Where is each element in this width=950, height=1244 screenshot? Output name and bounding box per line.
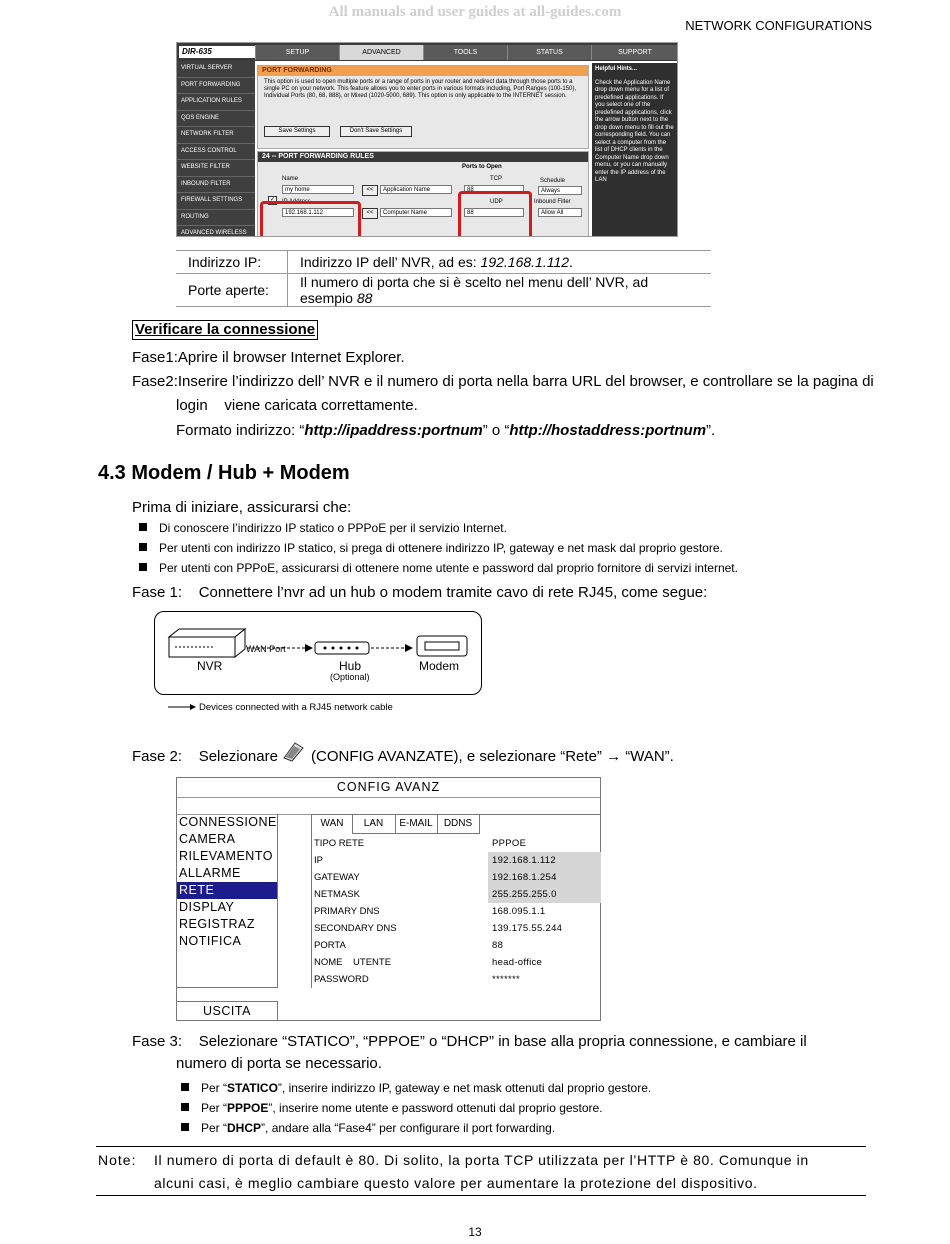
field-value[interactable]: 168.095.1.1: [492, 906, 546, 917]
name-input[interactable]: my home: [282, 185, 354, 194]
step-1: Fase 1: Connettere l’nvr ad un hub o modem tramite cavo di rete RJ45, come segue:: [132, 584, 708, 601]
config-row-password: PASSWORD *******: [312, 971, 601, 988]
config-menu: [177, 814, 278, 988]
bullet-icon: [181, 1123, 189, 1131]
udp-input[interactable]: 88: [464, 208, 524, 217]
menu-item-connessione[interactable]: CONNESSIONE: [179, 815, 277, 829]
list-item: Per “PPPOE”, inserire nome utente e password ottenuti dal proprio gestore.: [181, 1101, 603, 1115]
page-header: NETWORK CONFIGURATIONS: [685, 18, 872, 33]
tab-email[interactable]: E-MAIL: [395, 815, 438, 834]
schedule-select[interactable]: Always: [538, 186, 582, 195]
tab-ddns[interactable]: DDNS: [437, 815, 480, 834]
config-bar: [177, 797, 600, 815]
menu-item-registraz[interactable]: REGISTRAZ: [179, 917, 256, 931]
list-item: Per utenti con PPPoE, assicurarsi di ottenere nome utente e password dal proprio fornitore di servizi internet.: [139, 561, 738, 575]
menu-item-allarme[interactable]: ALLARME: [179, 866, 241, 880]
field-value[interactable]: 139.175.55.244: [492, 923, 563, 934]
step-2-label: Fase 2: Selezionare: [132, 748, 278, 765]
step-fase2-cont: login viene caricata correttamente.: [176, 397, 418, 414]
tab-wan[interactable]: WAN: [312, 815, 353, 833]
verify-heading: Verificare la connessione: [132, 320, 318, 340]
application-name-select[interactable]: Application Name: [380, 185, 452, 194]
note-label: Note:: [98, 1152, 137, 1168]
config-row-netmask: NETMASK 255.255.255.0: [312, 886, 601, 903]
ip-label: IP Address: [282, 199, 311, 205]
inbound-select[interactable]: Allow All: [538, 208, 582, 217]
table-row: [176, 251, 711, 274]
dont-save-button[interactable]: Don't Save Settings: [340, 126, 412, 137]
router-side-item[interactable]: ROUTING: [177, 210, 255, 227]
field-value[interactable]: 255.255.255.0: [488, 886, 601, 903]
diagram-graphics: [155, 612, 481, 694]
nvr-device-icon: [169, 629, 245, 657]
router-sidebar: [177, 61, 255, 236]
router-tab-tools[interactable]: TOOLS: [423, 45, 507, 60]
config-row-secondary-dns: SECONDARY DNS 139.175.55.244: [312, 920, 601, 937]
config-row-primary-dns: PRIMARY DNS 168.095.1.1: [312, 903, 601, 920]
field-value[interactable]: 192.168.1.254: [488, 869, 601, 886]
tcp-label: TCP: [490, 176, 502, 182]
diagram-legend: Devices connected with a RJ45 network cable: [199, 702, 393, 713]
tab-lan[interactable]: LAN: [352, 815, 396, 834]
address-format: Formato indirizzo: “http://ipaddress:portnum” o “http://hostaddress:portnum”.: [176, 422, 716, 439]
router-logo: DIR-635: [179, 46, 256, 58]
router-tab-support[interactable]: SUPPORT: [591, 45, 678, 60]
router-tab-status[interactable]: STATUS: [507, 45, 591, 60]
highlight-box-ports: [458, 191, 532, 237]
list-item: Per “STATICO”, inserire indirizzo IP, gateway e net mask ottenuti dal proprio gestore.: [181, 1081, 651, 1095]
fill-computer-button[interactable]: <<: [362, 208, 378, 219]
exit-button[interactable]: USCITA: [177, 1001, 278, 1020]
router-tab-setup[interactable]: SETUP: [255, 45, 339, 60]
router-side-item[interactable]: ADVANCED WIRELESS: [177, 226, 255, 237]
config-row-tipo-rete: TIPO RETE PPPOE: [312, 835, 601, 852]
menu-item-rilevamento[interactable]: RILEVAMENTO: [179, 849, 273, 863]
intro-text: Prima di iniziare, assicurarsi che:: [132, 499, 352, 516]
field-value[interactable]: *******: [492, 974, 520, 985]
bullet-icon: [181, 1083, 189, 1091]
info-table: [176, 250, 711, 307]
table-cell-label: Indirizzo IP:: [176, 251, 288, 274]
modem-label: Modem: [419, 659, 460, 673]
router-tab-advanced[interactable]: ADVANCED: [339, 45, 423, 60]
step-3: Fase 3: Selezionare “STATICO”, “PPPOE” o “DHCP” in base alla propria connessione, e cambiare il: [132, 1033, 807, 1050]
nvr-label: NVR: [197, 659, 223, 673]
computer-name-select[interactable]: Computer Name: [380, 208, 452, 217]
field-value[interactable]: 88: [492, 940, 504, 951]
ports-open-label: Ports to Open: [462, 164, 502, 170]
save-settings-button[interactable]: Save Settings: [264, 126, 330, 137]
router-section-title: PORT FORWARDING: [258, 66, 588, 76]
bullet-icon: [139, 523, 147, 531]
inbound-label: Inbound Filter: [534, 199, 571, 205]
watermark: All manuals and user guides at all-guides.com: [328, 4, 622, 20]
router-side-item[interactable]: APPLICATION RULES: [177, 94, 255, 111]
router-side-item[interactable]: WEBSITE FILTER: [177, 160, 255, 177]
config-rows: [312, 835, 601, 988]
page-number: 13: [468, 1225, 482, 1239]
config-panel: [176, 777, 601, 1021]
router-description: This option is used to open multiple ports or a range of ports in your router and redirect data through those ports to a single PC on your network. This feature allows you to enter ports in various formats including, Port Ranges (100-150), Individual Ports (80, 68, 888), or Mixed (1020-5000, 689). This option is only applicable to the INTERNET session.: [264, 79, 577, 99]
udp-label: UDP: [490, 199, 503, 205]
router-side-item[interactable]: ACCESS CONTROL: [177, 144, 255, 161]
field-value[interactable]: PPPOE: [492, 838, 527, 849]
table-cell-label: Porte aperte:: [176, 274, 288, 307]
menu-item-rete[interactable]: RETE: [177, 882, 277, 899]
wan-port-label: WAN Port: [246, 644, 286, 654]
note-text-1: Il numero di porta di default è 80. Di solito, la porta TCP utilizzata per l’HTTP è 80. Comunque in: [154, 1152, 809, 1168]
config-title: CONFIG AVANZ: [177, 778, 600, 798]
rule-checkbox[interactable]: ✓: [269, 197, 276, 203]
legend-arrow-icon: [168, 702, 196, 712]
router-side-item[interactable]: FIREWALL SETTINGS: [177, 193, 255, 210]
bullet-icon: [139, 543, 147, 551]
router-side-item[interactable]: QOS ENGINE: [177, 111, 255, 128]
note-top-rule: [96, 1146, 866, 1147]
menu-item-camera[interactable]: CAMERA: [179, 832, 236, 846]
tcp-input[interactable]: 88: [464, 185, 524, 194]
router-screenshot: [176, 42, 678, 237]
step-2-text: (CONFIG AVANZATE), e selezionare “Rete” → “WAN”.: [311, 748, 674, 765]
menu-item-notifica[interactable]: NOTIFICA: [179, 934, 242, 948]
network-diagram: [154, 611, 482, 695]
bullet-icon: [139, 563, 147, 571]
section-title: 4.3 Modem / Hub + Modem: [98, 462, 350, 484]
list-item: Per utenti con indirizzo IP statico, si prega di ottenere indirizzo IP, gateway e net mask dal proprio gestore.: [139, 541, 723, 555]
config-row-nome-utente: NOME UTENTE head-office: [312, 954, 601, 971]
highlight-box-name-ip: [260, 201, 361, 237]
list-item: Di conoscere l’indirizzo IP statico o PPPoE per il servizio Internet.: [139, 521, 507, 535]
router-help-panel: [592, 63, 677, 236]
bullet-icon: [181, 1103, 189, 1111]
schedule-label: Schedule: [540, 178, 566, 184]
router-side-item[interactable]: INBOUND FILTER: [177, 177, 255, 194]
fill-app-button[interactable]: <<: [362, 185, 378, 196]
config-content: [311, 814, 601, 988]
field-value[interactable]: 192.168.1.112: [488, 852, 601, 869]
table-row: [176, 274, 711, 307]
table-cell-value: Indirizzo IP dell’ NVR, ad es: 192.168.1.112.: [288, 251, 712, 274]
ip-input[interactable]: 192.168.1.112: [282, 208, 354, 217]
field-value[interactable]: head-office: [492, 957, 543, 968]
note-bottom-rule: [96, 1195, 866, 1196]
step-3-cont: numero di porta se necessario.: [176, 1055, 382, 1072]
config-row-gateway: GATEWAY 192.168.1.254: [312, 869, 601, 886]
config-row-porta: PORTA 88: [312, 937, 601, 954]
optional-label: (Optional): [330, 672, 370, 682]
router-side-item[interactable]: NETWORK FILTER: [177, 127, 255, 144]
modem-device-icon: [417, 636, 467, 656]
router-side-item[interactable]: PORT FORWARDING: [177, 78, 255, 95]
name-label: Name: [282, 176, 299, 182]
router-main: [257, 63, 589, 236]
router-side-item[interactable]: VIRTUAL SERVER: [177, 61, 255, 78]
note-text-2: alcuni casi, è meglio cambiare questo valore per aumentare la protezione del dispositivo.: [154, 1175, 758, 1191]
config-row-ip: IP 192.168.1.112: [312, 852, 601, 869]
step-fase2: Fase2:Inserire l’indirizzo dell’ NVR e il numero di porta nella barra URL del browser, e controllare se la pagina di: [132, 373, 874, 390]
config-advanced-icon: [281, 740, 305, 762]
help-text: Check the Application Name drop down menu for a list of predefined applications. If you select one of the predefined applications, click the arrow button next to the drop down menu to fill out the corresponding field. You can select a computer from the list of DHCP clients in the Computer Name drop down menu, or you can manually enter the IP address of the LAN: [595, 79, 674, 183]
help-title: Helpful Hints...: [595, 66, 637, 72]
list-item: Per “DHCP”, andare alla “Fase4” per configurare il port forwarding.: [181, 1121, 555, 1135]
router-top-bar: [177, 43, 677, 61]
hub-device-icon: [315, 642, 369, 654]
step-fase1: Fase1:Aprire il browser Internet Explorer.: [132, 349, 405, 366]
menu-item-display[interactable]: DISPLAY: [179, 900, 235, 914]
router-rules-title: 24 -- PORT FORWARDING RULES: [258, 152, 588, 162]
table-cell-value: Il numero di porta che si è scelto nel menu dell’ NVR, ad esempio 88: [288, 274, 712, 307]
hub-label: Hub: [339, 659, 362, 673]
